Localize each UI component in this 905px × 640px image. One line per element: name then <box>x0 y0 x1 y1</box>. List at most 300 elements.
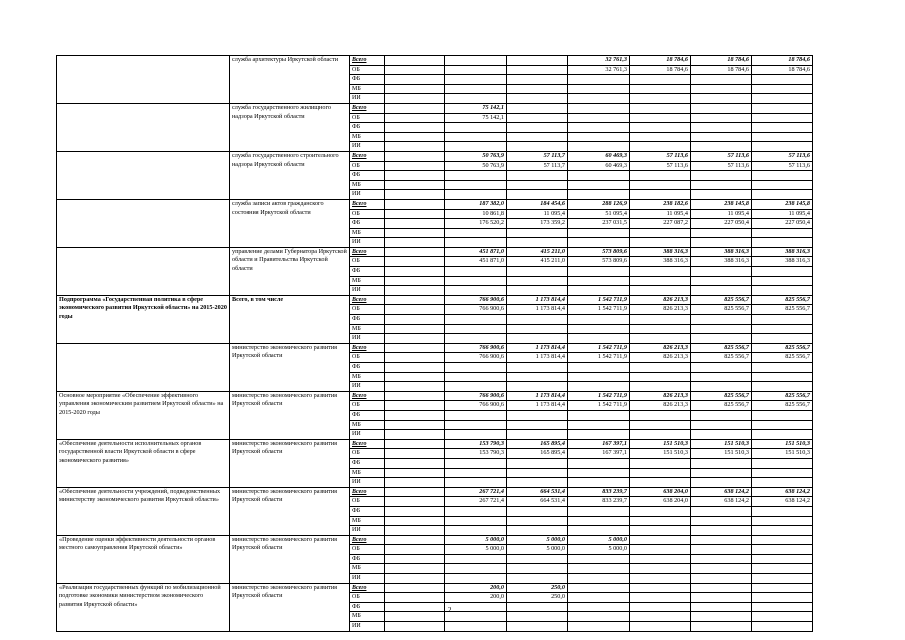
amount-cell <box>507 171 568 181</box>
amount-cell: 1 542 711,9 <box>568 295 630 305</box>
amount-cell <box>385 84 445 94</box>
amount-cell: 227 087,2 <box>630 219 691 229</box>
amount-cell: 5 000,0 <box>507 545 568 555</box>
amount-cell: 1 173 814,4 <box>507 401 568 411</box>
amount-cell: 57 113,6 <box>630 151 691 161</box>
amount-cell <box>752 75 813 85</box>
amount-cell <box>385 554 445 564</box>
amount-cell: 167 397,1 <box>568 439 630 449</box>
amount-cell <box>507 516 568 526</box>
amount-cell <box>630 372 691 382</box>
amount-cell <box>630 526 691 536</box>
amount-cell: 664 531,4 <box>507 497 568 507</box>
table-row <box>57 343 813 353</box>
amount-cell <box>630 286 691 296</box>
amount-cell <box>691 506 752 516</box>
amount-cell <box>445 574 507 584</box>
amount-cell: 766 900,6 <box>445 343 507 353</box>
amount-cell: 825 556,7 <box>691 295 752 305</box>
program-name-cell: «Обеспечение деятельности исполнительных органов государственной власти Иркутской области в сфере экономического развития» <box>57 439 230 487</box>
amount-cell <box>445 228 507 238</box>
amount-cell <box>752 103 813 113</box>
amount-cell: 173 359,2 <box>507 219 568 229</box>
amount-cell <box>752 506 813 516</box>
amount-cell: 825 556,7 <box>691 353 752 363</box>
amount-cell <box>385 276 445 286</box>
amount-cell <box>691 267 752 277</box>
amount-cell: 826 213,3 <box>630 401 691 411</box>
program-name-cell <box>57 247 230 295</box>
amount-cell <box>507 238 568 248</box>
amount-cell: 1 542 711,9 <box>568 401 630 411</box>
program-name-cell <box>57 151 230 199</box>
executor-cell: министерство экономического развития Иркутской области <box>230 391 350 439</box>
amount-cell <box>568 286 630 296</box>
amount-cell: 288 126,9 <box>568 199 630 209</box>
amount-cell <box>445 420 507 430</box>
amount-cell <box>385 439 445 449</box>
amount-cell <box>691 113 752 123</box>
amount-cell <box>630 363 691 373</box>
amount-cell: 638 124,2 <box>752 497 813 507</box>
funding-source-cell: ФБ <box>350 410 385 420</box>
amount-cell <box>507 334 568 344</box>
amount-cell: 57 113,6 <box>691 151 752 161</box>
amount-cell <box>507 602 568 612</box>
amount-cell <box>445 190 507 200</box>
amount-cell <box>630 84 691 94</box>
amount-cell: 50 763,9 <box>445 151 507 161</box>
amount-cell <box>507 410 568 420</box>
amount-cell <box>385 103 445 113</box>
amount-cell <box>691 190 752 200</box>
amount-cell <box>445 554 507 564</box>
amount-cell <box>691 516 752 526</box>
amount-cell <box>385 449 445 459</box>
amount-cell <box>691 468 752 478</box>
amount-cell <box>568 382 630 392</box>
amount-cell <box>568 267 630 277</box>
funding-source-cell: ФБ <box>350 458 385 468</box>
amount-cell <box>752 583 813 593</box>
amount-cell <box>445 564 507 574</box>
amount-cell: 60 469,3 <box>568 151 630 161</box>
funding-source-cell: ИИ <box>350 574 385 584</box>
amount-cell <box>445 75 507 85</box>
amount-cell <box>507 84 568 94</box>
executor-cell: министерство экономического развития Иркутской области <box>230 439 350 487</box>
amount-cell <box>691 315 752 325</box>
funding-source-cell: МБ <box>350 132 385 142</box>
amount-cell <box>568 315 630 325</box>
amount-cell <box>630 545 691 555</box>
program-name-cell <box>57 56 230 104</box>
funding-source-cell: ИИ <box>350 190 385 200</box>
amount-cell <box>691 75 752 85</box>
funding-source-cell: Всего <box>350 343 385 353</box>
amount-cell <box>691 420 752 430</box>
amount-cell <box>385 247 445 257</box>
amount-cell <box>691 382 752 392</box>
amount-cell <box>445 516 507 526</box>
table-row <box>57 103 813 113</box>
amount-cell: 825 556,7 <box>752 295 813 305</box>
amount-cell <box>691 238 752 248</box>
amount-cell <box>568 526 630 536</box>
amount-cell: 10 861,8 <box>445 209 507 219</box>
amount-cell: 1 173 814,4 <box>507 343 568 353</box>
amount-cell <box>630 564 691 574</box>
funding-source-cell: ФБ <box>350 171 385 181</box>
amount-cell <box>507 75 568 85</box>
amount-cell: 825 556,7 <box>691 391 752 401</box>
amount-cell <box>385 574 445 584</box>
funding-source-cell: ФБ <box>350 363 385 373</box>
funding-source-cell: ОБ <box>350 161 385 171</box>
amount-cell <box>445 315 507 325</box>
amount-cell <box>752 612 813 622</box>
amount-cell <box>752 468 813 478</box>
amount-cell: 766 900,6 <box>445 305 507 315</box>
amount-cell: 267 721,4 <box>445 497 507 507</box>
program-name-cell: «Реализация государственных функций по мобилизационной подготовке экономики министерством экономического развития Иркутской области» <box>57 583 230 631</box>
amount-cell <box>507 113 568 123</box>
amount-cell: 825 556,7 <box>691 401 752 411</box>
amount-cell <box>630 334 691 344</box>
amount-cell: 825 556,7 <box>752 305 813 315</box>
amount-cell <box>568 171 630 181</box>
amount-cell <box>568 132 630 142</box>
amount-cell <box>445 123 507 133</box>
amount-cell <box>568 142 630 152</box>
amount-cell: 826 213,3 <box>630 391 691 401</box>
amount-cell <box>507 123 568 133</box>
amount-cell: 11 095,4 <box>507 209 568 219</box>
amount-cell <box>691 228 752 238</box>
amount-cell <box>445 410 507 420</box>
amount-cell <box>630 583 691 593</box>
amount-cell <box>568 372 630 382</box>
amount-cell: 50 763,9 <box>445 161 507 171</box>
amount-cell <box>507 526 568 536</box>
amount-cell <box>507 382 568 392</box>
amount-cell <box>568 410 630 420</box>
amount-cell <box>385 142 445 152</box>
amount-cell: 250,0 <box>507 583 568 593</box>
amount-cell <box>385 372 445 382</box>
amount-cell <box>691 180 752 190</box>
program-name-cell <box>57 103 230 151</box>
amount-cell <box>445 94 507 104</box>
executor-cell: министерство экономического развития Иркутской области <box>230 487 350 535</box>
amount-cell <box>691 478 752 488</box>
amount-cell <box>507 458 568 468</box>
amount-cell <box>385 410 445 420</box>
amount-cell <box>752 276 813 286</box>
amount-cell: 1 542 711,9 <box>568 391 630 401</box>
amount-cell: 1 542 711,9 <box>568 353 630 363</box>
amount-cell: 388 316,3 <box>630 247 691 257</box>
amount-cell <box>630 228 691 238</box>
amount-cell <box>507 180 568 190</box>
amount-cell <box>691 132 752 142</box>
amount-cell <box>507 564 568 574</box>
program-name-cell <box>57 343 230 391</box>
amount-cell <box>568 622 630 632</box>
table-row <box>57 199 813 209</box>
amount-cell <box>385 622 445 632</box>
amount-cell <box>445 506 507 516</box>
amount-cell <box>568 612 630 622</box>
amount-cell: 826 213,3 <box>630 353 691 363</box>
amount-cell <box>752 363 813 373</box>
amount-cell: 766 900,6 <box>445 353 507 363</box>
amount-cell: 57 113,6 <box>691 161 752 171</box>
amount-cell <box>568 238 630 248</box>
amount-cell <box>385 516 445 526</box>
amount-cell <box>691 334 752 344</box>
amount-cell <box>445 478 507 488</box>
amount-cell <box>385 209 445 219</box>
amount-cell <box>445 324 507 334</box>
funding-source-cell: МБ <box>350 84 385 94</box>
funding-source-cell: ФБ <box>350 506 385 516</box>
amount-cell <box>385 190 445 200</box>
amount-cell: 1 542 711,9 <box>568 343 630 353</box>
amount-cell <box>445 180 507 190</box>
amount-cell <box>630 593 691 603</box>
amount-cell <box>445 526 507 536</box>
amount-cell <box>630 478 691 488</box>
amount-cell: 573 809,6 <box>568 247 630 257</box>
amount-cell: 415 211,0 <box>507 247 568 257</box>
amount-cell <box>385 506 445 516</box>
amount-cell <box>385 238 445 248</box>
amount-cell: 5 000,0 <box>568 545 630 555</box>
amount-cell <box>752 113 813 123</box>
amount-cell: 1 542 711,9 <box>568 305 630 315</box>
amount-cell <box>445 267 507 277</box>
amount-cell <box>752 238 813 248</box>
funding-source-cell: МБ <box>350 564 385 574</box>
amount-cell <box>630 75 691 85</box>
amount-cell: 18 784,6 <box>691 56 752 66</box>
amount-cell <box>385 401 445 411</box>
amount-cell <box>385 535 445 545</box>
amount-cell <box>630 123 691 133</box>
funding-source-cell: ОБ <box>350 593 385 603</box>
amount-cell <box>568 180 630 190</box>
amount-cell <box>630 554 691 564</box>
amount-cell: 18 784,6 <box>691 65 752 75</box>
amount-cell <box>385 545 445 555</box>
amount-cell <box>630 113 691 123</box>
table-row <box>57 295 813 305</box>
amount-cell <box>568 324 630 334</box>
amount-cell <box>630 171 691 181</box>
amount-cell <box>385 602 445 612</box>
amount-cell <box>445 602 507 612</box>
amount-cell <box>752 430 813 440</box>
amount-cell <box>568 94 630 104</box>
amount-cell <box>385 593 445 603</box>
amount-cell: 165 895,4 <box>507 449 568 459</box>
amount-cell <box>630 535 691 545</box>
funding-source-cell: ФБ <box>350 315 385 325</box>
amount-cell <box>507 267 568 277</box>
amount-cell <box>630 180 691 190</box>
funding-source-cell: ФБ <box>350 75 385 85</box>
table-row <box>57 583 813 593</box>
amount-cell <box>385 65 445 75</box>
amount-cell <box>568 420 630 430</box>
amount-cell: 32 761,3 <box>568 56 630 66</box>
funding-table-body <box>57 56 813 632</box>
amount-cell <box>385 363 445 373</box>
amount-cell <box>507 94 568 104</box>
funding-source-cell: МБ <box>350 324 385 334</box>
amount-cell: 227 050,4 <box>691 219 752 229</box>
amount-cell: 825 556,7 <box>691 305 752 315</box>
amount-cell <box>691 286 752 296</box>
amount-cell <box>630 430 691 440</box>
amount-cell <box>385 497 445 507</box>
executor-cell: служба архитектуры Иркутской области <box>230 56 350 104</box>
amount-cell: 57 113,6 <box>752 161 813 171</box>
amount-cell: 57 113,7 <box>507 161 568 171</box>
amount-cell <box>445 622 507 632</box>
funding-source-cell: ФБ <box>350 602 385 612</box>
amount-cell <box>385 487 445 497</box>
amount-cell <box>691 583 752 593</box>
amount-cell <box>752 315 813 325</box>
funding-source-cell: Всего <box>350 535 385 545</box>
amount-cell <box>507 554 568 564</box>
amount-cell: 388 316,3 <box>630 257 691 267</box>
amount-cell: 388 316,3 <box>691 257 752 267</box>
amount-cell <box>691 602 752 612</box>
amount-cell: 60 469,3 <box>568 161 630 171</box>
amount-cell <box>630 622 691 632</box>
amount-cell <box>507 276 568 286</box>
amount-cell <box>630 94 691 104</box>
amount-cell <box>752 410 813 420</box>
funding-source-cell: ОБ <box>350 113 385 123</box>
amount-cell <box>691 410 752 420</box>
executor-cell: служба государственного строительного надзора Иркутской области <box>230 151 350 199</box>
amount-cell <box>568 574 630 584</box>
amount-cell <box>568 75 630 85</box>
amount-cell <box>752 142 813 152</box>
amount-cell <box>691 622 752 632</box>
amount-cell <box>445 286 507 296</box>
amount-cell <box>752 420 813 430</box>
amount-cell: 151 510,3 <box>752 449 813 459</box>
amount-cell <box>507 574 568 584</box>
amount-cell <box>445 612 507 622</box>
amount-cell <box>568 276 630 286</box>
amount-cell <box>385 430 445 440</box>
amount-cell <box>752 94 813 104</box>
funding-source-cell: МБ <box>350 228 385 238</box>
amount-cell <box>507 315 568 325</box>
amount-cell: 57 113,7 <box>507 151 568 161</box>
amount-cell <box>445 65 507 75</box>
amount-cell: 57 113,6 <box>752 151 813 161</box>
amount-cell <box>630 468 691 478</box>
amount-cell: 187 382,0 <box>445 199 507 209</box>
amount-cell <box>568 593 630 603</box>
amount-cell <box>752 574 813 584</box>
amount-cell: 151 510,3 <box>691 449 752 459</box>
amount-cell: 766 900,6 <box>445 391 507 401</box>
amount-cell <box>752 372 813 382</box>
amount-cell <box>752 190 813 200</box>
amount-cell <box>752 123 813 133</box>
amount-cell: 200,0 <box>445 583 507 593</box>
amount-cell <box>752 382 813 392</box>
amount-cell: 151 510,3 <box>691 439 752 449</box>
amount-cell <box>691 535 752 545</box>
amount-cell <box>385 295 445 305</box>
amount-cell <box>752 267 813 277</box>
amount-cell <box>507 142 568 152</box>
table-row <box>57 439 813 449</box>
amount-cell <box>385 526 445 536</box>
executor-cell: Всего, в том числе <box>230 295 350 343</box>
amount-cell <box>568 554 630 564</box>
funding-source-cell: Всего <box>350 487 385 497</box>
amount-cell <box>445 382 507 392</box>
amount-cell: 833 239,7 <box>568 497 630 507</box>
amount-cell <box>568 430 630 440</box>
amount-cell <box>507 190 568 200</box>
amount-cell <box>507 132 568 142</box>
funding-source-cell: ОБ <box>350 401 385 411</box>
amount-cell <box>752 180 813 190</box>
funding-source-cell: МБ <box>350 516 385 526</box>
amount-cell <box>691 94 752 104</box>
amount-cell <box>568 583 630 593</box>
amount-cell <box>385 113 445 123</box>
amount-cell <box>385 305 445 315</box>
program-name-cell: Подпрограмма «Государственная политика в сфере экономического развития Иркутской области» на 2015-2020 годы <box>57 295 230 343</box>
amount-cell <box>691 574 752 584</box>
amount-cell <box>752 228 813 238</box>
amount-cell <box>385 478 445 488</box>
funding-source-cell: Всего <box>350 583 385 593</box>
amount-cell <box>630 132 691 142</box>
amount-cell: 638 124,2 <box>752 487 813 497</box>
amount-cell <box>630 410 691 420</box>
amount-cell <box>507 506 568 516</box>
amount-cell <box>752 171 813 181</box>
funding-source-cell: Всего <box>350 391 385 401</box>
amount-cell <box>568 458 630 468</box>
amount-cell <box>630 315 691 325</box>
amount-cell <box>630 103 691 113</box>
executor-cell: служба записи актов гражданского состояния Иркутской области <box>230 199 350 247</box>
amount-cell <box>385 353 445 363</box>
amount-cell: 167 397,1 <box>568 449 630 459</box>
amount-cell <box>445 84 507 94</box>
amount-cell: 5 000,0 <box>568 535 630 545</box>
amount-cell: 11 095,4 <box>752 209 813 219</box>
amount-cell <box>568 516 630 526</box>
table-row <box>57 487 813 497</box>
amount-cell <box>507 363 568 373</box>
amount-cell <box>385 228 445 238</box>
